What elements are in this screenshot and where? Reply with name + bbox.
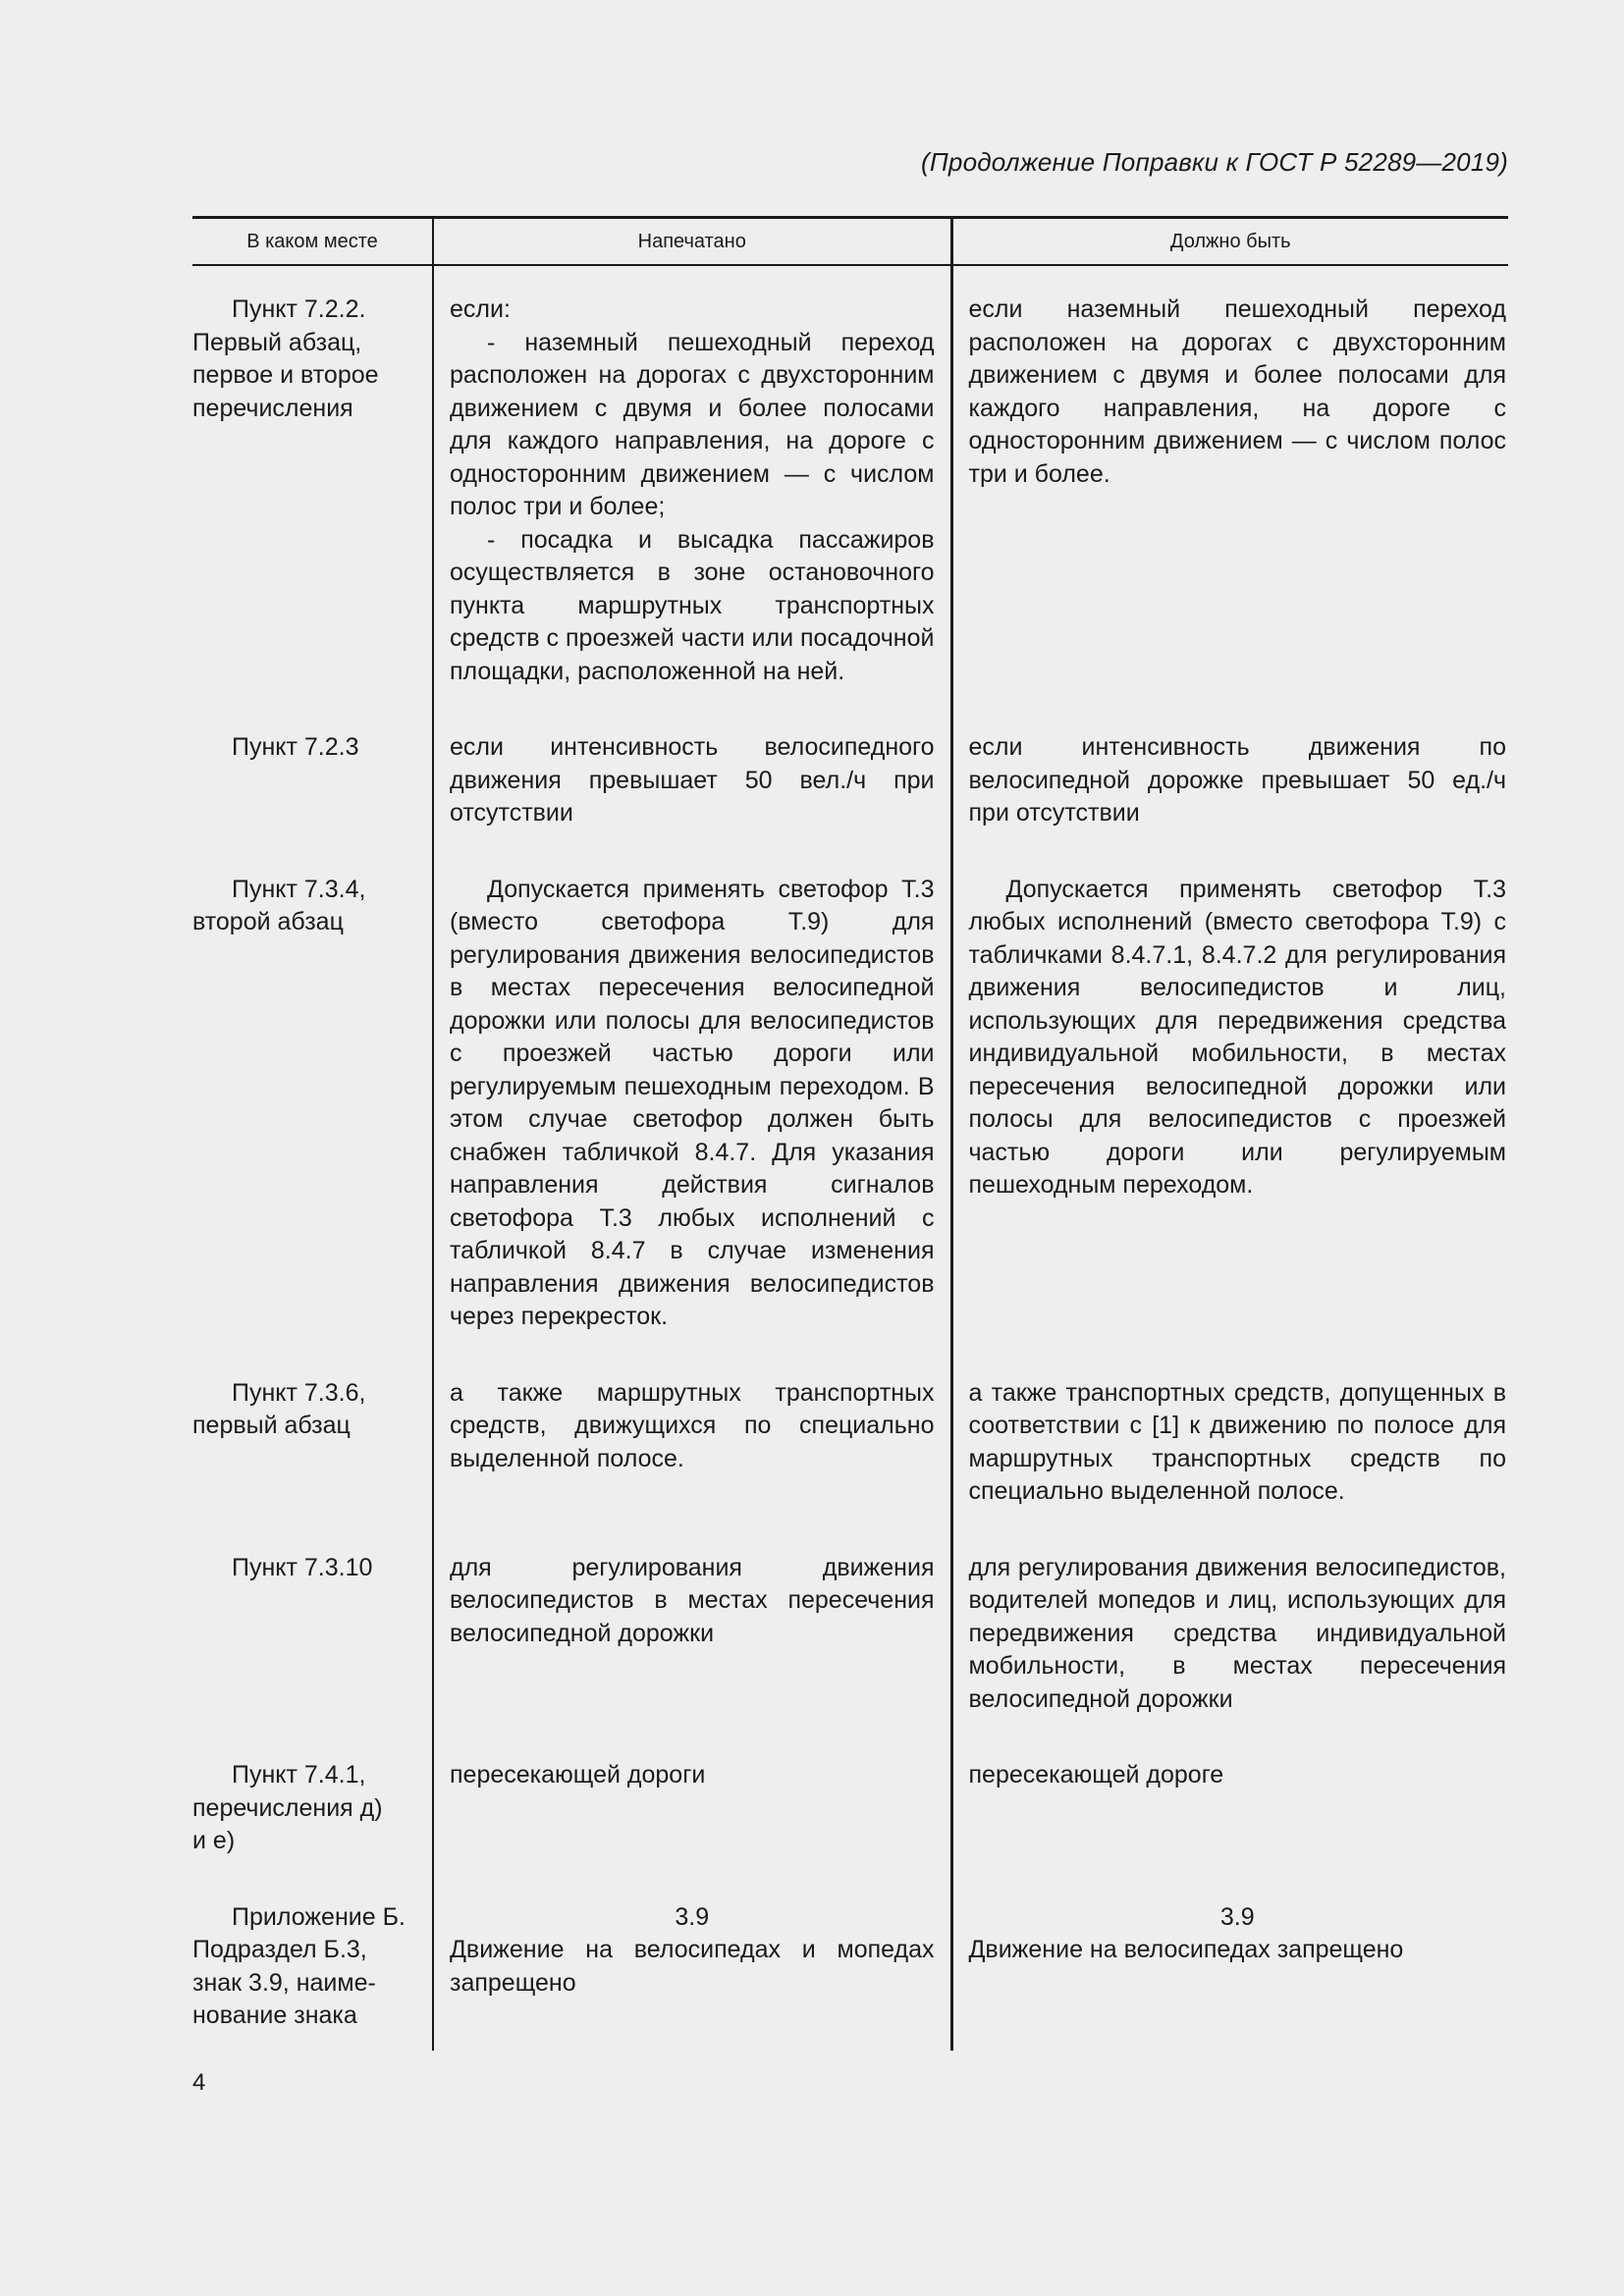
table-header-row [192,218,1508,266]
correct-paragraph: если наземный пешеходный переход расположен на дорогах с двухсторонним движением с двумя и более полосами для каждого направления, на дороге с односторонним движением — с числом полос три и более. [968,295,1506,488]
cell-correct [951,850,1508,1354]
place-line: Пункт 7.4.1, [232,1761,366,1789]
cell-printed [433,1735,951,1878]
place-line: Приложение Б. [232,1902,406,1931]
cell-place [192,1354,433,1528]
column-header-place: В каком месте [192,218,433,266]
cell-correct [951,1354,1508,1528]
cell-printed [433,265,951,708]
place-line: знак 3.9, наиме- [192,1968,376,1997]
place-line: первое и второе [192,361,379,389]
cell-place [192,1878,433,2051]
correct-paragraph: а также транспортных средств, допущенных в соответствии с [1] к движению по полосе для маршрутных транспортных средств по специально выделенной полосе. [968,1378,1506,1505]
place-line: нование знака [192,2002,357,2029]
place-line: Подраздел Б.3, [192,1936,367,1963]
place-line: первый абзац [192,1412,351,1439]
cell-printed [433,708,951,850]
column-header-printed: Напечатано [433,218,951,266]
cell-place [192,1735,433,1878]
printed-paragraph: если: [450,295,511,323]
place-line: Пункт 7.3.4, [232,875,366,903]
table-row [192,1735,1508,1878]
correct-paragraph: если интенсивность движения по велосипедной дорожке превышает 50 ед./ч при отсутствии [968,733,1506,827]
page-number: 4 [192,2069,206,2096]
place-line: и е) [192,1827,236,1854]
place-line: Первый абзац, [192,328,362,356]
cell-printed [433,850,951,1354]
cell-correct [951,1528,1508,1736]
cell-correct [951,708,1508,850]
correct-paragraph: пересекающей дороге [968,1761,1224,1789]
printed-paragraph: - посадка и высадка пассажиров осуществляется в зоне остановочного пункта маршрутных транспортных средств с проезжей части или посадочной площадки, расположенной на ней. [450,525,935,685]
place-line: перечисления [192,394,353,422]
cell-place [192,265,433,708]
correct-paragraph: для регулирования движения велосипедистов, водителей мопедов и лиц, использующих для передвижения средства индивидуальной мобильности, в местах пересечения велосипедной дорожки [968,1553,1506,1713]
correct-sign-number: 3.9 [1219,1902,1255,1931]
column-header-correct: Должно быть [951,218,1508,266]
place-line: второй абзац [192,908,344,935]
printed-paragraph: - наземный пешеходный переход расположен на дорогах с двухсторонним движением с двумя и более полосами для каждого направления, на дороге с односторонним движением — с числом полос три и более; [450,328,935,520]
cell-printed [433,1354,951,1528]
cell-printed [433,1878,951,2051]
table-row [192,265,1508,708]
cell-printed [433,1528,951,1736]
cell-place [192,1528,433,1736]
correct-paragraph: Движение на велосипедах запрещено [968,1936,1404,1963]
place-line: перечисления д) [192,1793,383,1822]
place-line: Пункт 7.3.6, [232,1378,366,1407]
table-row [192,850,1508,1354]
cell-correct [951,1878,1508,2051]
printed-sign-number: 3.9 [675,1902,710,1931]
table-row [192,1528,1508,1736]
cell-place [192,850,433,1354]
printed-paragraph: пересекающей дороги [450,1761,706,1789]
printed-paragraph: Движение на велосипедах и мопедах запрещено [450,1936,935,1997]
cell-place [192,708,433,850]
printed-paragraph: для регулирования движения велосипедистов в местах пересечения велосипедной дорожки [450,1553,935,1647]
place-line: Пункт 7.3.10 [232,1553,373,1581]
printed-paragraph: а также маршрутных транспортных средств, движущихся по специально выделенной полосе. [450,1378,935,1472]
place-line: Пункт 7.2.2. [232,295,366,323]
cell-correct [951,1735,1508,1878]
place-line: Пункт 7.2.3 [232,733,359,761]
printed-paragraph: если интенсивность велосипедного движения превышает 50 вел./ч при отсутствии [450,733,935,827]
table-row [192,1878,1508,2051]
corrections-table [192,216,1508,2051]
header-note: (Продолжение Поправки к ГОСТ Р 52289—2019) [921,147,1508,177]
table-row [192,1354,1508,1528]
cell-correct [951,265,1508,708]
table-row [192,708,1508,850]
printed-paragraph: Допускается применять светофор Т.3 (вместо светофора Т.9) для регулирования движения велосипедистов в местах пересечения велосипедной дорожки или полосы для велосипедистов с проезжей частью дороги или регулируемым пешеходным переходом. В этом случае светофор должен быть снабжен табличкой 8.4.7. Для указания направления действия сигналов светофора Т.3 любых исполнений с табличкой 8.4.7 в случае изменения направления движения велосипедистов через перекресток. [450,875,935,1330]
correct-paragraph: Допускается применять светофор Т.3 любых исполнений (вместо светофора Т.9) с табличками 8.4.7.1, 8.4.7.2 для регулирования движения велосипедистов и лиц, использующих для передвижения средства индивидуальной мобильности, в местах пересечения велосипедной дорожки или полосы для велосипедистов с проезжей частью дороги или регулируемым пешеходным переходом. [968,875,1506,1199]
